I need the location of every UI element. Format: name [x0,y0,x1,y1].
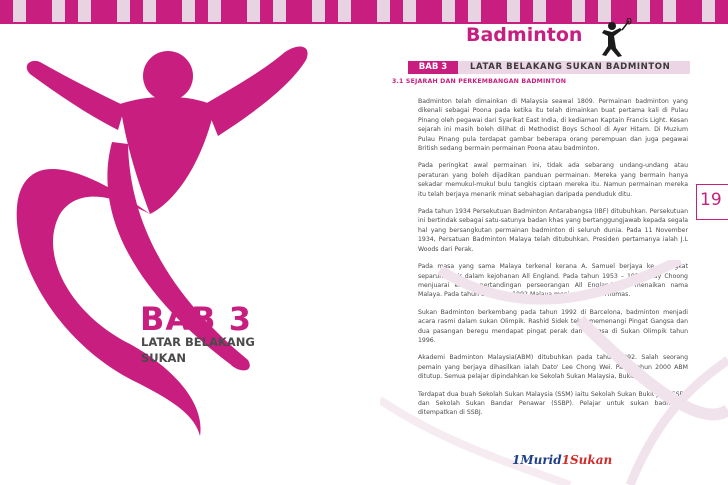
stripe [26,0,39,22]
stripe [299,0,312,22]
stripe [507,0,520,22]
chapter-heading: LATAR BELAKANG SUKAN BADMINTON [470,62,671,72]
page-number: 19 [700,190,722,210]
brand-part-1: 1Murid [512,453,562,467]
stripe [286,0,299,22]
stripe [156,0,169,22]
figure-left-arm [27,61,125,130]
chapter-subtitle: LATAR BELAKANG SUKAN [141,335,255,365]
section-heading: 3.1 SEJARAH DAN PERKEMBANGAN BADMINTON [392,78,567,85]
figure-right-arm [205,46,308,136]
stripe [416,0,429,22]
stripe [338,0,351,22]
stripe [208,0,221,22]
stripe [104,0,117,22]
stripe [52,0,65,22]
stripe [91,0,104,22]
stripe [78,0,91,22]
paragraph: Pada masa yang sama Malaya terkenal kerana A. Samuel berjaya ke peringkat separuh akhir dalam kejohanan All England. Pada tahun 1953 – 1957 Eddy Choong menjuarai empat pertandingan perseorangan All England dan menaikan nama Malaya. Pada tahun 1949 dan 1992 Malaya menjuarai Piala Thomas. [418,263,688,299]
stripe [390,0,403,22]
stripe [663,0,676,22]
stripe [0,0,13,22]
figure-illustration [0,24,380,485]
paragraph: Sukan Badminton berkembang pada tahun 1992 di Barcelona, badminton menjadi acara rasmi dalam sukan Olimpik. Rashid Sidek telah memenangi Pingat Gangsa dan dua pasangan beregu mendapat pingat perak dan gangsa di Sukan Olimpik tahun 1996. [418,308,688,344]
stripe [533,0,546,22]
stripe [520,0,533,22]
stripe [195,0,208,22]
stripe [325,0,338,22]
stripe [247,0,260,22]
badminton-player-icon [592,18,632,58]
stripe [481,0,494,22]
stripe [234,0,247,22]
stripe [650,0,663,22]
stripe [273,0,286,22]
chapter-tag: BAB 3 [408,61,458,74]
stripe [689,0,702,22]
stripe [442,0,455,22]
footer-brand-logo [512,453,612,467]
stripe [169,0,182,22]
stripe [13,0,26,22]
stripe [572,0,585,22]
stripe [351,0,364,22]
stripe [130,0,143,22]
decorative-swirls [380,260,728,485]
stripe [143,0,156,22]
chapter-label-large: BAB 3 [140,300,252,338]
page-title: Badminton [466,24,583,46]
stripe [494,0,507,22]
figure-head [143,51,193,101]
stripe [429,0,442,22]
stripe [546,0,559,22]
stripe [559,0,572,22]
stripe [117,0,130,22]
stripe [676,0,689,22]
stripe [312,0,325,22]
paragraph: Terdapat dua buah Sekolah Sukan Malaysia (SSM) iaitu Sekolah Sukan Bukit Jalil (SSBJ) dan Sekolah Sukan Bandar Penawar (SSBP). Pelajar untuk sukan badminton ditempatkan di SSBJ. [418,390,688,417]
stripe [65,0,78,22]
stripe [455,0,468,22]
stripe [403,0,416,22]
stripe [468,0,481,22]
stripe [637,0,650,22]
stripe [221,0,234,22]
stripe [182,0,195,22]
paragraph: Pada peringkat awal permainan ini, tidak ada sebarang undang-undang atau peraturan yang boleh dijadikan panduan permainan. Mereka yang bermain hanya sekadar memukul-mukul bulu tangkis ciptaan mereka itu. Namun permainan mereka itu telah berjaya menarik minat sebahagian daripada penduduk ditu. [418,162,688,198]
paragraph: Akademi Badminton Malaysia(ABM) ditubuhkan pada tahun 1992. Salah seorang pemain yang berjaya dihasilkan ialah Dato' Lee Chong Wei. Pada tahun 2000 ABM ditutup. Semua pelajar dipindahkan ke Sekolah Sukan Malaysia, Bukit Jalil. [418,354,688,381]
brand-part-2: 1Sukan [561,453,613,467]
stripe [377,0,390,22]
stripe [702,0,715,22]
stripe [260,0,273,22]
stripe [715,0,728,22]
stripe [39,0,52,22]
paragraph: Pada tahun 1934 Persekutuan Badminton Antarabangsa (IBF) ditubuhkan. Persekutuan ini bertindak sebagai satu-satunya badan khas yang bertanggungjawab kepada segala hal yang bersangkutan permainan badminton di seluruh dunia. Pada 11 November 1934, Persatuan Badminton Malaya telah ditubuhkan. Presiden pertamanya ialah J.L Woods dari Perak. [418,208,688,253]
stripe [364,0,377,22]
paragraph: Badminton telah dimainkan di Malaysia seawal 1809. Permainan badminton yang dikenali sebagai Poona pada ketika itu telah dimainkan buat pertama kali di Pulau Pinang oleh pegawai dari Syarikat East India, di kediaman Kaptain Francis Light. Kesan sejarah ini masih boleh dilihat di Methodist Boys School di Ayer Hitam. Di Muzium Pulau Pinang pula terdapat gambar beberapa orang perempuan dan juga pegawai British sedang bermain permainan Poona atau badminton. [418,98,688,153]
